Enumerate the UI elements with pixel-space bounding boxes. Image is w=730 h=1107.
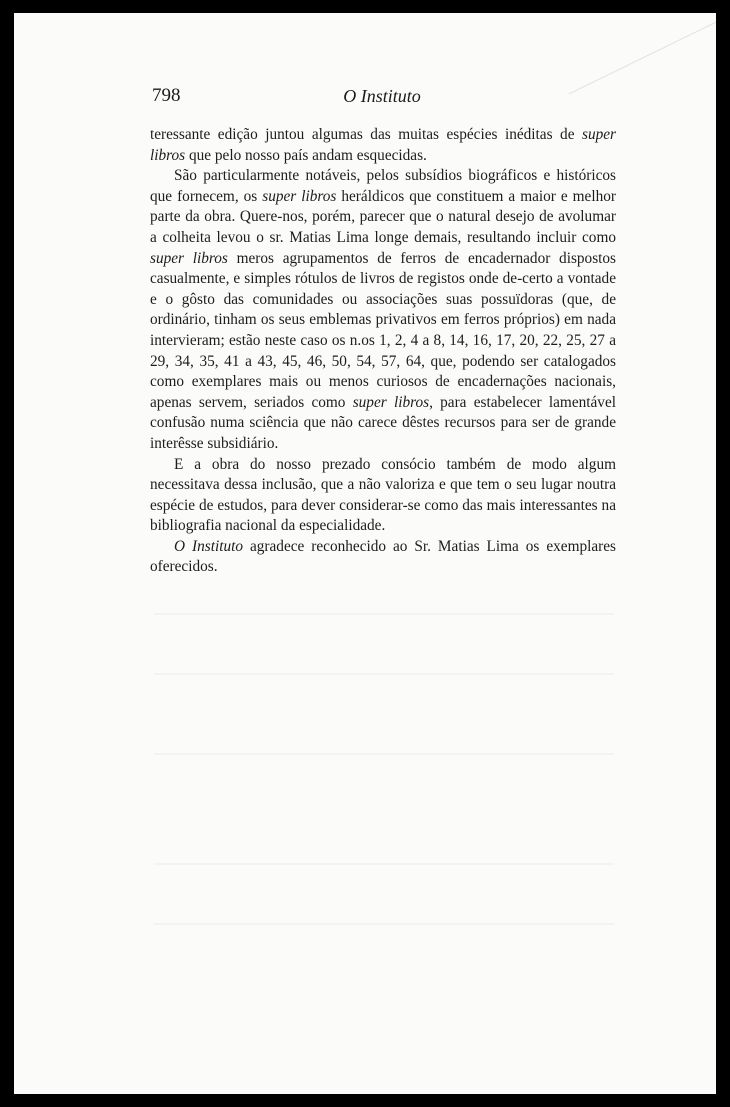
italic-text-segment: O Instituto bbox=[174, 537, 244, 555]
paragraph bbox=[150, 537, 616, 578]
text-segment: E a obra do nosso prezado consócio também de modo algum necessitava dessa inclusão, que a não valoriza e que tem o seu lugar noutra espécie de estudos, para dever considerar-se como das mais interessantes na bibliografia nacional da especialidade. bbox=[150, 455, 616, 535]
text-segment: heráldicos que constituem a maior e melhor parte da obra. Quere-nos, porém, parecer que o natural desejo de avolumar a colheita levou o sr. Matias Lima longe demais, resultando incluir como bbox=[150, 187, 616, 246]
article-body bbox=[150, 125, 616, 578]
text-segment: agradece reconhecido ao Sr. Matias Lima os exemplares oferecidos. bbox=[150, 537, 616, 576]
show-through-mark bbox=[154, 863, 614, 865]
text-segment: que pelo nosso país andam esquecidas. bbox=[185, 146, 427, 164]
text-segment: São particularmente notáveis, pelos subsídios biográficos e históricos que fornecem, os bbox=[150, 167, 616, 205]
show-through-mark bbox=[154, 673, 614, 675]
show-through-mark bbox=[154, 753, 614, 755]
italic-text-segment: super libros bbox=[150, 249, 228, 267]
paper-fold-line bbox=[569, 13, 716, 94]
text-segment: , para estabelecer lamentável confusão numa sciência que não carece dêstes recursos para ser de grande interêsse subsidiário. bbox=[150, 393, 616, 452]
show-through-mark bbox=[154, 613, 614, 615]
page-number: 798 bbox=[152, 85, 181, 106]
document-page bbox=[14, 13, 716, 1094]
italic-text-segment: super libros bbox=[262, 187, 337, 205]
paragraph bbox=[150, 125, 616, 166]
italic-text-segment: super libros bbox=[352, 393, 430, 411]
show-through-mark bbox=[154, 923, 614, 925]
paragraph bbox=[150, 166, 616, 454]
page-header bbox=[152, 85, 612, 111]
italic-text-segment: super libros bbox=[150, 126, 616, 164]
paragraph bbox=[150, 455, 616, 537]
running-title: O Instituto bbox=[343, 86, 421, 106]
text-segment: teressante edição juntou algumas das muitas espécies inéditas de bbox=[150, 126, 582, 143]
text-segment: meros agrupamentos de ferros de encadernador dispostos casualmente, e simples rótulos de livros de registos onde de-certo a vontade e o gôsto das comunidades ou associações suas possuïdoras (que, de ordinário, tinham os seus emblemas privativos em ferros próprios) em nada intervieram; estão neste caso os n.os 1, 2, 4 a 8, 14, 16, 17, 20, 22, 25, 27 a 29, 34, 35, 41 a 43, 45, 46, 50, 54, 57, 64, que, podendo ser catalogados como exemplares mais ou menos curiosos de encadernações nacionais, apenas servem, seriados como bbox=[150, 249, 616, 411]
